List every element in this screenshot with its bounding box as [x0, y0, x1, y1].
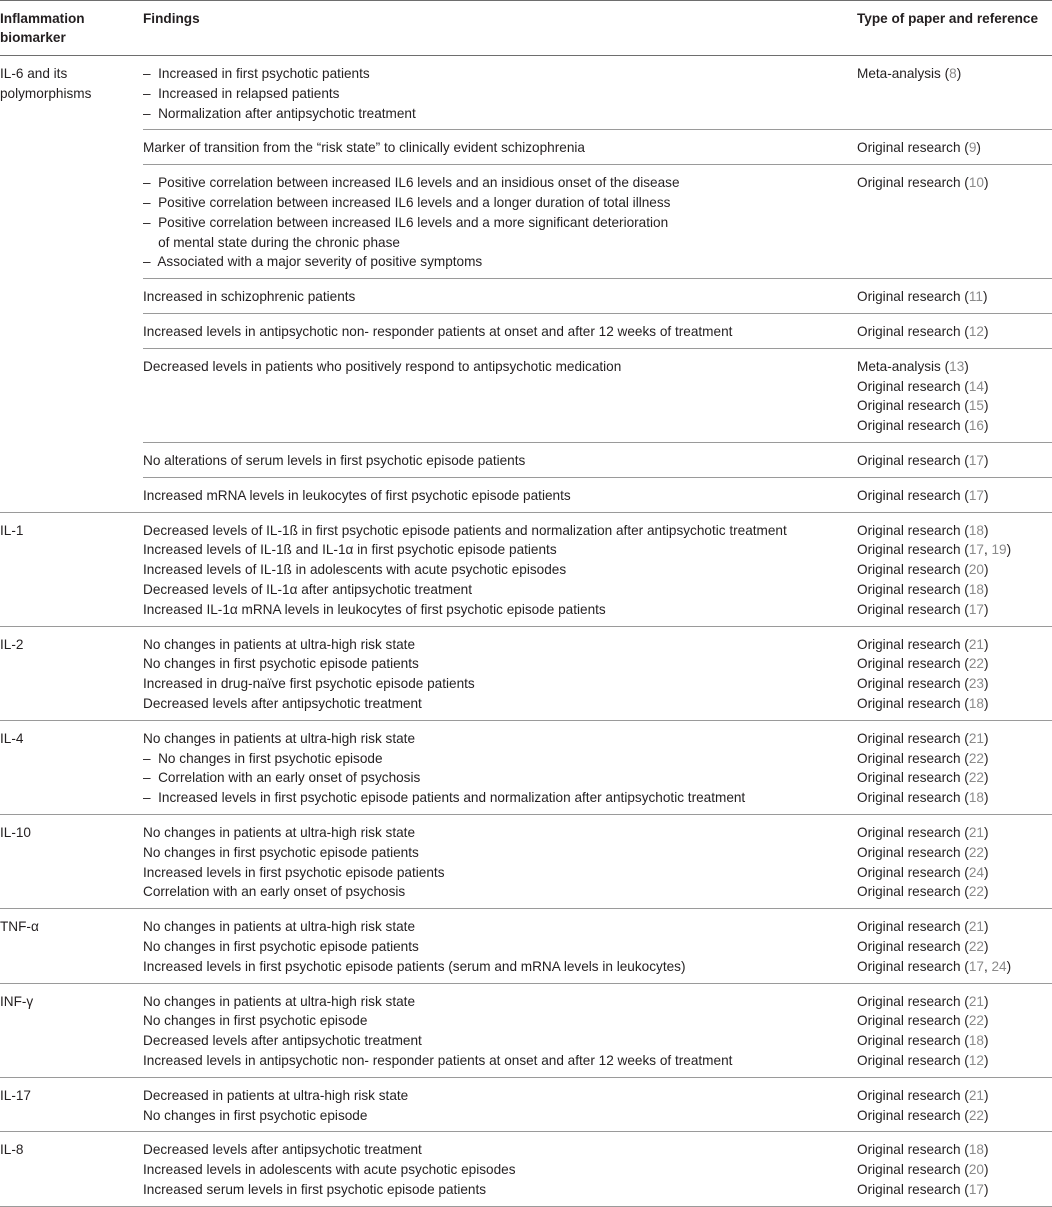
biomarker-label	[0, 521, 23, 541]
biomarker-label-line: IL-2	[0, 636, 24, 652]
paper-type: Original research (	[857, 289, 969, 305]
paper-type: Original research (	[857, 1013, 969, 1029]
reference-number-link[interactable]: 11	[968, 289, 983, 305]
finding-line: – Associated with a major severity of positive symptoms	[143, 254, 483, 270]
reference-line: Original research (22)	[857, 750, 989, 766]
group-rule	[0, 814, 1052, 815]
reference-number-link[interactable]: 23	[968, 676, 984, 692]
finding-line: Decreased levels after antipsychotic treatment	[143, 695, 422, 711]
group-rule	[0, 983, 1052, 984]
findings-cell	[143, 64, 416, 123]
findings-cell	[143, 1140, 516, 1199]
biomarker-label-line: IL-8	[0, 1142, 24, 1158]
reference-number-link[interactable]: 20	[968, 1162, 984, 1178]
paper-type: Original research (	[857, 581, 969, 597]
reference-cell	[857, 64, 961, 84]
reference-line: Original research (16)	[857, 418, 989, 434]
row-rule	[143, 278, 1052, 279]
reference-line: Original research (12)	[857, 1052, 989, 1068]
reference-line: Original research (18)	[857, 522, 989, 538]
finding-line: Decreased levels of IL-1ß in first psychotic episode patients and normalization after antipsychotic treatment	[143, 522, 787, 538]
group-rule	[0, 512, 1052, 513]
reference-cell	[857, 287, 987, 307]
reference-cell	[857, 1140, 988, 1199]
paper-type: Original research (	[857, 1107, 969, 1123]
finding-line: – Increased levels in first psychotic episode patients and normalization after antipsychotic treatment	[143, 790, 746, 806]
reference-number-link[interactable]: 18	[968, 1142, 984, 1158]
paper-type: Original research (	[857, 542, 969, 558]
finding-line: – Increased in relapsed patients	[143, 85, 340, 101]
biomarker-label-line: polymorphisms	[0, 85, 92, 101]
reference-cell	[857, 917, 1011, 976]
finding-line: Decreased levels of IL-1α after antipsychotic treatment	[143, 581, 472, 597]
findings-cell	[143, 992, 732, 1071]
reference-line: Original research (21)	[857, 825, 989, 840]
reference-line: Original research (18)	[857, 1142, 989, 1158]
reference-number-link[interactable]: 21	[968, 730, 984, 746]
reference-number-link[interactable]: 18	[968, 790, 984, 806]
biomarker-label	[0, 729, 23, 749]
table-top-rule	[0, 0, 1052, 1]
findings-cell	[143, 521, 787, 620]
reference-line: Original research (12)	[857, 324, 989, 339]
reference-number-link[interactable]: 21	[968, 636, 984, 652]
paper-type: Original research (	[857, 418, 969, 434]
reference-cell	[857, 173, 988, 193]
reference-line: Original research (21)	[857, 636, 989, 652]
paper-type: Original research (	[857, 790, 969, 806]
reference-line: Meta-analysis (13)	[857, 358, 969, 374]
group-rule	[0, 626, 1052, 627]
reference-number-link[interactable]: 21	[968, 1087, 984, 1103]
finding-line: Increased levels in first psychotic episode patients (serum and mRNA levels in leukocytes)	[143, 958, 686, 974]
header-biomarker	[0, 9, 85, 47]
finding-line: – Normalization after antipsychotic treatment	[143, 105, 416, 121]
finding-line: No changes in patients at ultra-high risk state	[143, 993, 416, 1009]
header-rule	[0, 55, 1052, 56]
row-rule	[143, 348, 1052, 349]
biomarker-label-line: IL-4	[0, 730, 24, 746]
reference-line: Meta-analysis (8)	[857, 66, 962, 81]
findings-cell	[143, 138, 585, 158]
paper-type: Original research (	[857, 844, 969, 860]
reference-number-link[interactable]: 17	[968, 487, 984, 503]
reference-number-link[interactable]: 14	[968, 378, 984, 394]
paper-type: Original research (	[857, 919, 969, 935]
reference-cell	[857, 138, 981, 158]
paper-type: Original research (	[857, 825, 969, 840]
biomarker-label	[0, 992, 33, 1012]
paper-type: Original research (	[857, 487, 969, 503]
reference-number-link[interactable]: 18	[968, 695, 984, 711]
reference-line: Original research (21)	[857, 993, 989, 1009]
paper-type: Original research (	[857, 1181, 969, 1197]
findings-cell	[143, 486, 571, 506]
group-rule	[0, 908, 1052, 909]
reference-number-link[interactable]: 17	[968, 958, 984, 974]
finding-line: No alterations of serum levels in first psychotic episode patients	[143, 453, 526, 468]
reference-line: Original research (20)	[857, 562, 989, 578]
reference-line: Original research (18)	[857, 695, 989, 711]
paper-type: Original research (	[857, 398, 969, 414]
biomarker-label-line: TNF-α	[0, 919, 39, 935]
finding-line: – Positive correlation between increased IL6 levels and a longer duration of total illness	[143, 194, 671, 210]
reference-cell	[857, 322, 988, 342]
reference-number-link[interactable]: 13	[949, 358, 965, 374]
group-rule	[0, 720, 1052, 721]
biomarker-label	[0, 64, 91, 104]
reference-number-link[interactable]: 22	[968, 884, 984, 900]
reference-line: Original research (17)	[857, 453, 989, 468]
reference-cell	[857, 992, 988, 1071]
reference-line: Original research (11)	[857, 289, 988, 305]
reference-line: Original research (17)	[857, 487, 989, 503]
reference-number-link[interactable]: 24	[968, 864, 984, 880]
reference-number-link[interactable]: 21	[968, 825, 984, 840]
reference-cell	[857, 486, 988, 506]
reference-cell	[857, 357, 988, 436]
findings-cell	[143, 322, 732, 342]
paper-type: Original research (	[857, 1052, 969, 1068]
reference-line: Original research (22)	[857, 656, 989, 672]
reference-number-link[interactable]: 9	[968, 140, 977, 156]
group-rule	[0, 1077, 1052, 1078]
findings-cell	[143, 357, 621, 377]
finding-line: Increased levels of IL-1ß in adolescents with acute psychotic episodes	[143, 562, 567, 578]
reference-number-link[interactable]: 22	[968, 1107, 984, 1123]
finding-line: No changes in first psychotic episode patients	[143, 656, 419, 672]
reference-line: Original research (24)	[857, 864, 989, 880]
reference-number-link[interactable]: 16	[968, 418, 984, 434]
row-rule	[143, 442, 1052, 443]
findings-cell	[143, 451, 525, 471]
biomarker-label-line: IL-6 and its	[0, 66, 68, 81]
finding-line: – Positive correlation between increased IL6 levels and an insidious onset of the disease	[143, 175, 680, 191]
finding-line: Increased levels in first psychotic episode patients	[143, 864, 445, 880]
finding-line: Increased in schizophrenic patients	[143, 289, 356, 305]
reference-line: Original research (22)	[857, 884, 989, 900]
reference-line: Original research (23)	[857, 676, 989, 692]
finding-line: Increased levels of IL-1ß and IL-1α in first psychotic episode patients	[143, 542, 557, 558]
reference-number-link[interactable]: 17	[968, 542, 984, 558]
paper-type: Original research (	[857, 864, 969, 880]
reference-cell	[857, 1086, 988, 1126]
reference-line: Original research (17, 24)	[857, 958, 1012, 974]
reference-number-link[interactable]: 22	[968, 750, 984, 766]
finding-line: No changes in first psychotic episode patients	[143, 844, 419, 860]
finding-line: Increased mRNA levels in leukocytes of first psychotic episode patients	[143, 487, 571, 503]
finding-line: Increased serum levels in first psychotic episode patients	[143, 1181, 487, 1197]
paper-type: Original research (	[857, 730, 969, 746]
reference-number-link[interactable]: 12	[968, 1052, 984, 1068]
paper-type: Original research (	[857, 453, 969, 468]
paper-type: Original research (	[857, 938, 969, 954]
finding-line: No changes in patients at ultra-high risk state	[143, 730, 416, 746]
reference-number-link[interactable]: 21	[968, 919, 984, 935]
reference-line: Original research (17)	[857, 601, 989, 617]
group-rule	[0, 1131, 1052, 1132]
finding-line: – Increased in first psychotic patients	[143, 66, 370, 81]
paper-type: Original research (	[857, 175, 969, 191]
biomarker-label	[0, 635, 23, 655]
biomarker-label-line: IL-10	[0, 825, 31, 840]
reference-line: Original research (22)	[857, 1013, 989, 1029]
finding-line: No changes in first psychotic episode patients	[143, 938, 419, 954]
header-biomarker-line: biomarker	[0, 30, 66, 45]
finding-line: No changes in patients at ultra-high risk state	[143, 636, 416, 652]
findings-cell	[143, 1086, 408, 1126]
reference-cell	[857, 729, 988, 808]
finding-line: Increased IL-1α mRNA levels in leukocytes of first psychotic episode patients	[143, 601, 606, 617]
biomarker-label	[0, 1086, 31, 1106]
biomarker-label	[0, 1140, 23, 1160]
reference-line: Original research (22)	[857, 844, 989, 860]
paper-type: Original research (	[857, 958, 969, 974]
reference-number-link[interactable]: 22	[968, 938, 984, 954]
findings-cell	[143, 287, 355, 307]
row-rule	[143, 164, 1052, 165]
reference-line: Original research (22)	[857, 938, 989, 954]
finding-line: Decreased levels in patients who positively respond to antipsychotic medication	[143, 358, 622, 374]
paper-type: Original research (	[857, 695, 969, 711]
paper-type: Original research (	[857, 1142, 969, 1158]
finding-line: No changes in first psychotic episode	[143, 1107, 368, 1123]
paper-type: Meta-analysis (	[857, 66, 950, 81]
reference-line: Original research (22)	[857, 770, 989, 786]
reference-number-link[interactable]: 19	[991, 542, 1007, 558]
finding-line: – Positive correlation between increased IL6 levels and a more significant deterioration	[143, 214, 669, 230]
reference-number-link[interactable]: 24	[991, 958, 1007, 974]
finding-line: Decreased levels after antipsychotic treatment	[143, 1142, 422, 1158]
finding-line: – Correlation with an early onset of psychosis	[143, 770, 421, 786]
reference-line: Original research (14)	[857, 378, 989, 394]
findings-cell	[143, 823, 445, 902]
reference-line: Original research (17, 19)	[857, 542, 1012, 558]
paper-type: Original research (	[857, 993, 969, 1009]
reference-line: Original research (10)	[857, 175, 989, 191]
reference-line: Original research (21)	[857, 1087, 989, 1103]
row-rule	[143, 313, 1052, 314]
reference-number-link[interactable]: 22	[968, 1013, 984, 1029]
paper-type: Original research (	[857, 140, 969, 156]
header-findings: Findings	[143, 11, 200, 26]
biomarker-label-line: IL-17	[0, 1087, 31, 1103]
reference-number-link[interactable]: 22	[968, 844, 984, 860]
reference-line: Original research (21)	[857, 919, 989, 935]
findings-cell	[143, 729, 745, 808]
reference-line: Original research (18)	[857, 1033, 989, 1049]
reference-number-link[interactable]: 8	[949, 66, 957, 81]
finding-line: Increased levels in adolescents with acute psychotic episodes	[143, 1162, 516, 1178]
paper-type: Original research (	[857, 562, 969, 578]
finding-line: Correlation with an early onset of psychosis	[143, 884, 406, 900]
finding-line: of mental state during the chronic phase	[143, 234, 400, 250]
findings-cell	[143, 917, 685, 976]
finding-line: – No changes in first psychotic episode	[143, 750, 383, 766]
paper-type: Original research (	[857, 601, 969, 617]
reference-number-link[interactable]: 12	[968, 324, 984, 339]
reference-cell	[857, 451, 988, 471]
reference-number-link[interactable]: 22	[968, 770, 984, 786]
header-biomarker-line: Inflammation	[0, 11, 85, 26]
reference-number-link[interactable]: 17	[968, 601, 984, 617]
reference-number-link[interactable]: 10	[968, 175, 984, 191]
row-rule	[143, 129, 1052, 130]
reference-line: Original research (18)	[857, 790, 989, 806]
biomarker-label-line: IL-1	[0, 522, 24, 538]
reference-line: Original research (22)	[857, 1107, 989, 1123]
biomarker-label	[0, 917, 39, 937]
reference-line: Original research (15)	[857, 398, 989, 414]
paper-type: Original research (	[857, 378, 969, 394]
reference-number-link[interactable]: 20	[968, 562, 984, 578]
finding-line: Decreased in patients at ultra-high risk state	[143, 1087, 409, 1103]
finding-line: Increased levels in antipsychotic non- responder patients at onset and after 12 weeks of treatment	[143, 324, 733, 339]
reference-line: Original research (21)	[857, 730, 989, 746]
row-rule	[143, 477, 1052, 478]
paper-type: Original research (	[857, 1033, 969, 1049]
biomarker-label-line: INF-γ	[0, 993, 34, 1009]
paper-type: Original research (	[857, 656, 969, 672]
finding-line: Decreased levels after antipsychotic treatment	[143, 1033, 422, 1049]
finding-line: Increased levels in antipsychotic non- responder patients at onset and after 12 weeks of treatment	[143, 1052, 733, 1068]
reference-line: Original research (18)	[857, 581, 989, 597]
reference-number-link[interactable]: 17	[968, 1181, 984, 1197]
paper-type: Original research (	[857, 750, 969, 766]
reference-number-link[interactable]: 22	[968, 656, 984, 672]
paper-type: Original research (	[857, 884, 969, 900]
findings-cell	[143, 173, 680, 272]
reference-number-link[interactable]: 18	[968, 522, 984, 538]
finding-line: No changes in first psychotic episode	[143, 1013, 368, 1029]
reference-number-link[interactable]: 17	[968, 453, 984, 468]
reference-cell	[857, 521, 1011, 620]
reference-number-link[interactable]: 15	[968, 398, 984, 414]
findings-cell	[143, 635, 475, 714]
biomarker-label	[0, 823, 31, 843]
header-reference: Type of paper and reference	[857, 11, 1039, 26]
reference-line: Original research (9)	[857, 140, 981, 156]
reference-cell	[857, 635, 988, 714]
paper-type: Original research (	[857, 770, 969, 786]
finding-line: Increased in drug-naïve first psychotic episode patients	[143, 676, 475, 692]
reference-number-link[interactable]: 18	[968, 581, 984, 597]
paper-type: Original research (	[857, 1087, 969, 1103]
paper-type: Original research (	[857, 1162, 969, 1178]
paper-type: Original research (	[857, 324, 969, 339]
reference-line: Original research (17)	[857, 1181, 989, 1197]
reference-line: Original research (20)	[857, 1162, 989, 1178]
paper-type: Meta-analysis (	[857, 358, 950, 374]
reference-number-link[interactable]: 21	[968, 993, 984, 1009]
finding-line: No changes in patients at ultra-high risk state	[143, 919, 416, 935]
reference-cell	[857, 823, 988, 902]
paper-type: Original research (	[857, 676, 969, 692]
finding-line: Marker of transition from the “risk state” to clinically evident schizophrenia	[143, 140, 585, 156]
reference-number-link[interactable]: 18	[968, 1033, 984, 1049]
finding-line: No changes in patients at ultra-high risk state	[143, 825, 416, 840]
paper-type: Original research (	[857, 636, 969, 652]
paper-type: Original research (	[857, 522, 969, 538]
